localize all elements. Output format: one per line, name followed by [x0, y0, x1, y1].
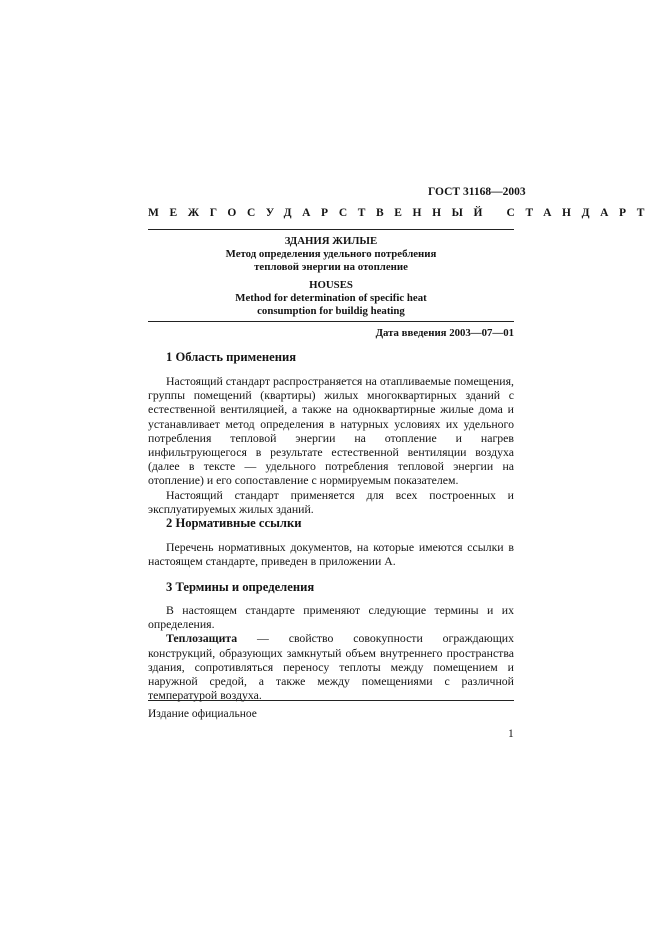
page-number: 1: [508, 728, 514, 740]
document-code: ГОСТ 31168—2003: [428, 186, 526, 198]
section-1-heading: 1 Область применения: [166, 350, 297, 364]
section-1-paragraph-2: Настоящий стандарт применяется для всех построенных и эксплуатируемых жилых зданий.: [148, 487, 514, 516]
standard-type-banner: МЕЖГОСУДАРСТВЕННЫЙ СТАНДАРТ: [148, 207, 656, 219]
divider-bottom: [148, 700, 514, 701]
section-2-paragraph-1: Перечень нормативных документов, на которые имеются ссылки в настоящем стандарте, приведен в приложении А.: [148, 540, 514, 569]
title-en-main: HOUSES: [309, 279, 353, 291]
section-1-body: [148, 374, 514, 516]
section-2-body: [148, 540, 514, 568]
section-1-paragraph-1: Настоящий стандарт распространяется на отапливаемые помещения, группы помещений (квартиры) жилых многоквартирных зданий с естественной вентиляцией, а также на одноквартирные жилые дома и устанавливает метод определения в натурных условиях их удельного потребления тепловой энергии на отопление и нагрев инфильтрующегося в результате естественной вентиляции воздуха (далее в тексте — удельного потребления тепловой энергии на отопление) и его сопоставление с нормируемым показателем.: [148, 374, 514, 488]
divider-title: [148, 321, 514, 322]
title-ru-main: ЗДАНИЯ ЖИЛЫЕ: [284, 235, 378, 247]
term-teplozashchita: Теплозащита: [166, 631, 238, 646]
section-3-definition: [148, 631, 514, 702]
term-definition-text: — свойство совокупности ограждающих конструкций, образующих замкнутый объем внутреннего пространства здания, сопротивляться переносу теплоты между помещением и наружной средой, а также между помещениями с различной температурой воздуха.: [148, 631, 514, 703]
introduction-date: Дата введения 2003—07—01: [375, 327, 514, 339]
edition-note: Издание официальное: [148, 708, 257, 720]
section-3-heading: 3 Термины и определения: [166, 580, 315, 594]
section-2-heading: 2 Нормативные ссылки: [166, 516, 302, 530]
title-en-line1: Method for determination of specific heat: [235, 292, 427, 304]
title-ru-line1: Метод определения удельного потребления: [225, 248, 437, 260]
section-3-paragraph-1: В настоящем стандарте применяют следующие термины и их определения.: [148, 603, 514, 632]
title-en-line2: consumption for buildig heating: [257, 305, 405, 317]
title-ru-line2: тепловой энергии на отопление: [254, 261, 408, 273]
divider-top: [148, 229, 514, 230]
section-3-body: [148, 603, 514, 702]
